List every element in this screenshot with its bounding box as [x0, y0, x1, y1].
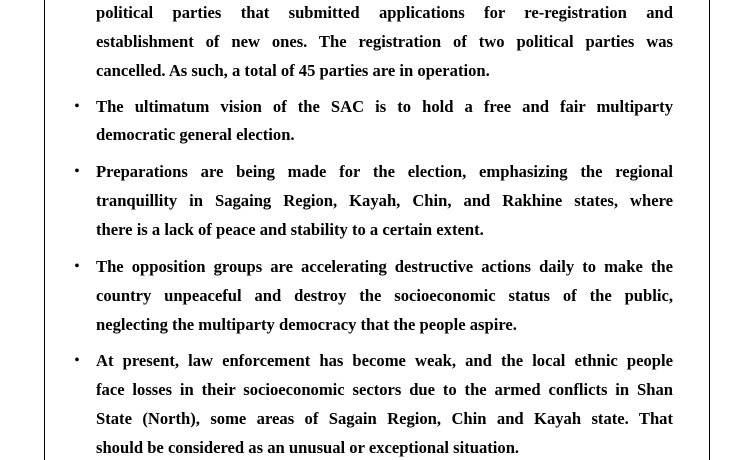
bullet-3-line: The opposition groups are accelerating destructive actions daily to make the	[96, 257, 673, 276]
bullet-marker: •	[74, 99, 80, 114]
page-border-left	[44, 0, 45, 460]
bullet-3-line: neglecting the multiparty democracy that the people aspire.	[96, 315, 517, 334]
intro-line: cancelled. As such, a total of 45 parties are in operation.	[96, 61, 490, 80]
intro-line: establishment of new ones. The registration of two political parties was	[96, 32, 673, 51]
page-border-right	[709, 0, 710, 460]
bullet-3-line: country unpeaceful and destroy the socioeconomic status of the public,	[96, 286, 673, 305]
bullet-4-line: face losses in their socioeconomic sectors due to the armed conflicts in Shan	[96, 380, 673, 399]
bullet-1-line: The ultimatum vision of the SAC is to hold a free and fair multiparty	[96, 97, 673, 116]
bullet-1-line: democratic general election.	[96, 125, 295, 144]
bullet-2-line: tranquillity in Sagaing Region, Kayah, Chin, and Rakhine states, where	[96, 191, 673, 210]
bullet-marker: •	[74, 164, 80, 179]
bullet-marker: •	[74, 259, 80, 274]
bullet-4-line: should be considered as an unusual or exceptional situation.	[96, 438, 520, 457]
bullet-4-line: State (North), some areas of Sagain Region, Chin and Kayah state. That	[96, 409, 673, 428]
bullet-2-line: there is a lack of peace and stability to a certain extent.	[96, 220, 484, 239]
intro-line: political parties that submitted applications for re-registration and	[96, 3, 673, 22]
bullet-4-line: At present, law enforcement has become weak, and the local ethnic people	[96, 351, 673, 370]
bullet-marker: •	[74, 353, 80, 368]
bullet-2-line: Preparations are being made for the election, emphasizing the regional	[96, 162, 673, 181]
